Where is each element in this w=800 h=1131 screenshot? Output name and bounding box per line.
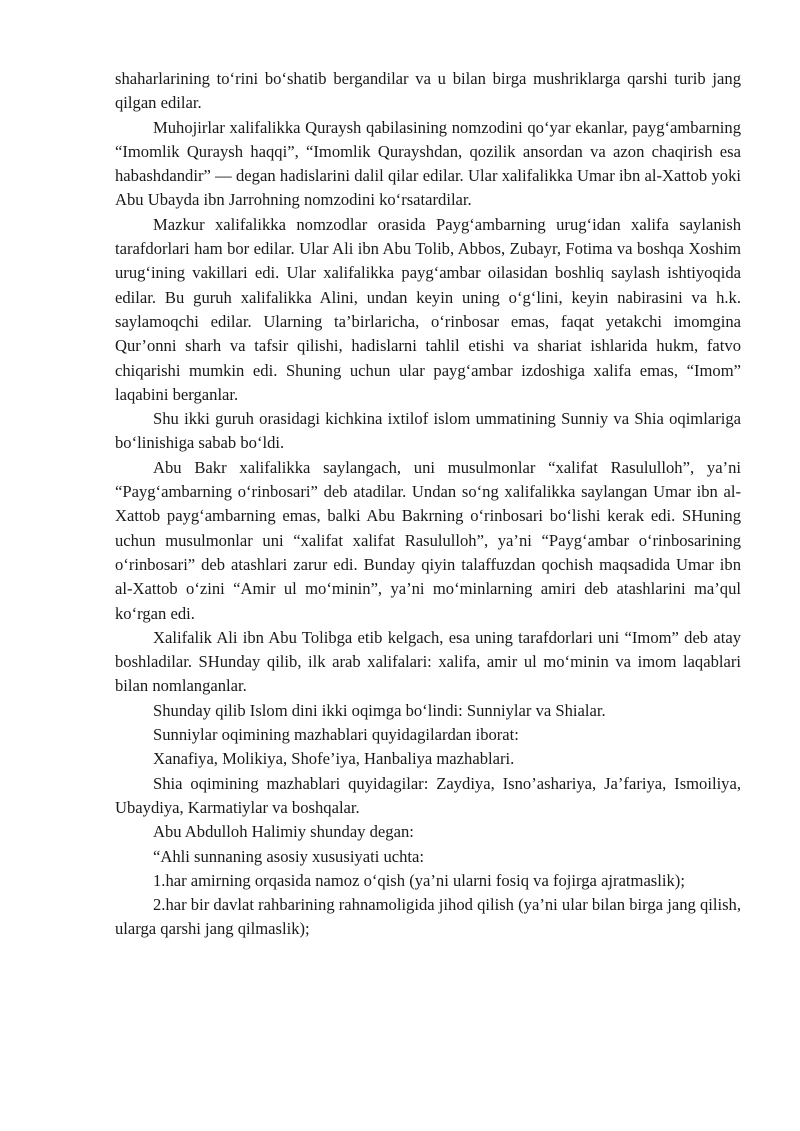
paragraph-quote-intro: “Ahli sunnaning asosiy xususiyati uchta: bbox=[153, 846, 425, 866]
paragraph-continuation: shaharlarining to‘rini bo‘shatib bergandilar va u bilan birga mushriklarga qarshi turib jang qilgan edilar. bbox=[115, 69, 741, 113]
paragraph-muhojirlar: Muhojirlar xalifalikka Quraysh qabilasining nomzodini qo‘yar ekanlar, payg‘ambarning “Imomlik Quraysh haqqi”, “Imomlik Qurayshdan, qozilik ansordan va azon chaqirish esa habashdandir” — degan hadislarini dalil qilar edilar. Ular xalifalikka Umar ibn al-Xattob yoki Abu Ubayda ibn Jarrohning nomzodini ko‘rsatardilar. bbox=[115, 117, 741, 210]
list-item-2: 2.har bir davlat rahbarining rahnamoligida jihod qilish (ya’ni ular bilan birga jang qilish, ularga qarshi jang qilmaslik); bbox=[115, 895, 741, 939]
paragraph-sunniy-mazhablar-intro: Sunniylar oqimining mazhablari quyidagilardan iborat: bbox=[153, 725, 519, 745]
paragraph-nomzodlar: Mazkur xalifalikka nomzodlar orasida Payg‘ambarning urug‘idan xalifa saylanish tarafdorlari ham bor edilar. Ular Ali ibn Abu Tolib, Abbos, Zubayr, Fotima va boshqa Xoshim urug‘ining vakillari edi. Ular xalifalikka payg‘ambar oilasidan boshliq saylash ishtiyoqida edilar. Bu guruh xalifalikka Alini, undan keyin uning o‘g‘lini, keyin nabirasini va h.k. saylamoqchi edilar. Ularning ta’birlaricha, o‘rinbosar emas, faqat yetakchi imomgina Qur’onni sharh va tafsir qilishi, hadislarni tahlil etishi va shariat ishlarida hukm, fatvo chiqarishi mumkin edi. Shuning uchun ular payg‘ambar izdoshiga xalifa emas, “Imom” laqabini berganlar. bbox=[115, 214, 741, 404]
paragraph-abu-bakr: Abu Bakr xalifalikka saylangach, uni musulmonlar “xalifat Rasululloh”, ya’ni “Payg‘ambarning o‘rinbosari” deb atadilar. Undan so‘ng xalifalikka saylangan Umar ibn al-Xattob payg‘ambarning emas, balki Abu Bakrning o‘rinbosari bo‘lishi kerak edi. SHuning uchun musulmonlar uni “xalifat xalifat Rasululloh”, ya’ni “Payg‘ambar o‘rinbosarining o‘rinbosari” deb atashlari zarur edi. Bunday qiyin talaffuzdan qochish maqsadida Umar ibn al-Xattob o‘zini “Amir ul mo‘minin”, ya’ni mo‘minlarning amiri deb atashlarini ma’qul ko‘rgan edi. bbox=[115, 457, 741, 623]
paragraph-shia-mazhablar: Shia oqimining mazhablari quyidagilar: Zaydiya, Isno’ashariya, Ja’fariya, Ismoiliya, Ubaydiya, Karmatiylar va boshqalar. bbox=[115, 773, 741, 817]
paragraph-ikki-oqim: Shunday qilib Islom dini ikki oqimga bo‘lindi: Sunniylar va Shialar. bbox=[153, 700, 606, 720]
paragraph-ali: Xalifalik Ali ibn Abu Tolibga etib kelgach, esa uning tarafdorlari uni “Imom” deb atay boshladilar. SHunday qilib, ilk arab xalifalari: xalifa, amir ul mo‘minin va imom laqablari bilan nomlanganlar. bbox=[115, 627, 741, 696]
paragraph-halimiy: Abu Abdulloh Halimiy shunday degan: bbox=[153, 822, 414, 842]
paragraph-sunniy-mazhablar-list: Xanafiya, Molikiya, Shofe’iya, Hanbaliya mazhablari. bbox=[153, 749, 515, 769]
list-item-1: 1.har amirning orqasida namoz o‘qish (ya’ni ularni fosiq va fojirga ajratmaslik); bbox=[153, 870, 685, 890]
paragraph-ixtilof: Shu ikki guruh orasidagi kichkina ixtilof islom ummatining Sunniy va Shia oqimlariga bo‘linishiga sabab bo‘ldi. bbox=[115, 409, 741, 453]
document-page bbox=[115, 67, 741, 942]
